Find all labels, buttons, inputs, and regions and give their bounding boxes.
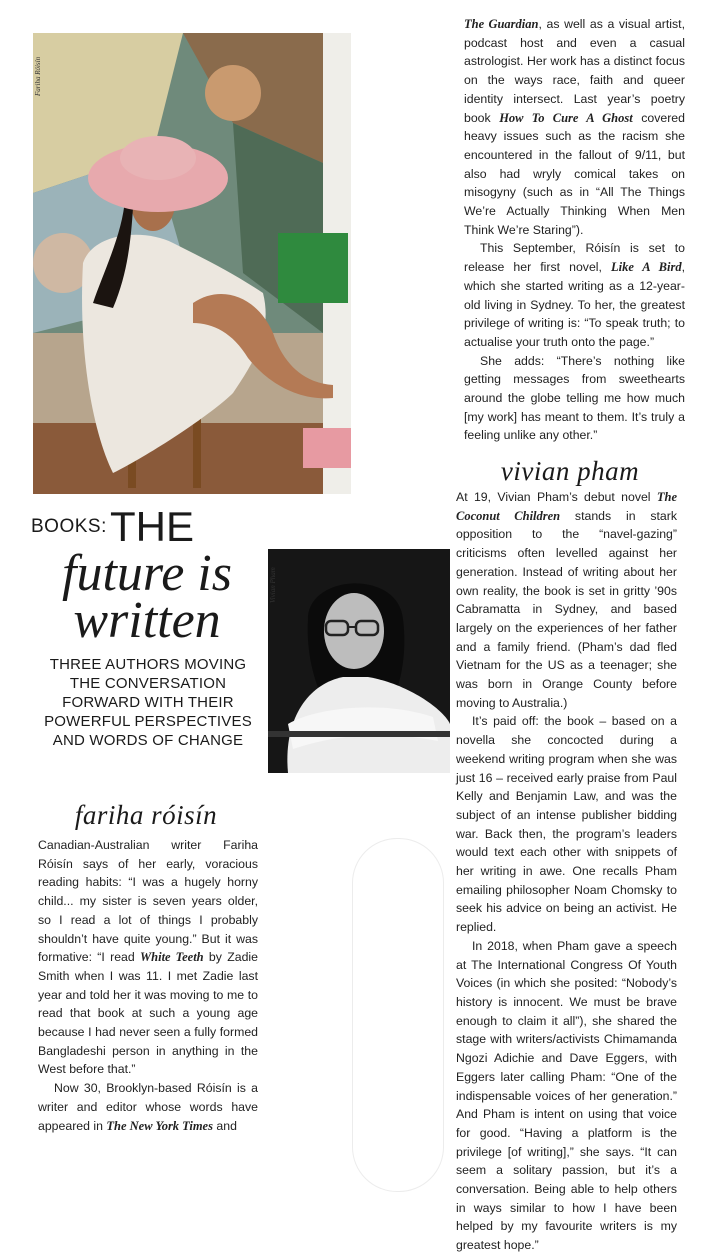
photo-credit-vivian: Vivian Pham [269, 567, 277, 603]
fariha-paragraph-2-cont: The Guardian, as well as a visual artist, podcast host and even a casual astrologist. Her work has a distinct focus on the ways race, faith and queer identity intersect. Last year’s poetry book How To Cure A Ghost covered heavy issues such as the racism she encountered in the fallout of 9/11, but also had wryly comical takes on misogyny (such as in “All The Things We’re Actually Thinking When Men Think We’re Staring”). [464, 17, 685, 237]
fariha-paragraph-1: Canadian-Australian writer Fariha Róisín says of her early, voracious reading habits: “I was a hugely horny child... my sister is seven years older, so I read a lot of things I probably shouldn’t have quite young.” But it was formative: “I read White Teeth by Zadie Smith when I was 11. I met Zadie last year and told her it was moving to me to read that book at such a young age because I had never seen a fully formed Bangladeshi person in anything in the West before that.” [38, 838, 258, 1077]
headline-the: THE [110, 503, 194, 550]
fariha-photo-illustration [33, 33, 351, 494]
vivian-paragraph-2: It’s paid off: the book – based on a novella she concocted during a weekend writing program when she was just 16 – received early praise from Paul Kelly and Benjamin Law, and was the subject of an intense publisher bidding war. Back then, the program’s leaders would text each other with snippets of her writing in awe. One recalls Pham emailing philosopher Noam Chomsky to seek his advice on being an activist. He replied. [456, 714, 677, 935]
vivian-photo-illustration [268, 549, 450, 773]
vivian-column [456, 488, 677, 1255]
headline-line-2: written [73, 592, 221, 649]
author-name-fariha: fariha róisín [74, 800, 218, 830]
fariha-paragraph-2-start: Now 30, Brooklyn-based Róisín is a writer and editor whose words have appeared in The New York Times and [38, 1081, 258, 1133]
fariha-paragraph-3: This September, Róisín is set to release her first novel, Like A Bird, which she started writing as a 12-year-old living in Sydney. To her, the greatest privilege of writing is: “To speak truth; to actualise your truth onto the page.” [464, 241, 685, 349]
author-name-vivian: vivian pham [500, 456, 640, 486]
vivian-paragraph-1: At 19, Vivian Pham’s debut novel The Coconut Children stands in stark opposition to the “navel-gazing” criticisms often levelled against her generation. Instead of writing about her own reality, the book is set in gritty ’90s Cabramatta in Sydney, and based largely on the experiences of her father and a family friend. (Pham’s dad fled Vietnam for the US as a teenager; she was born in Orange County before moving to Australia.) [456, 490, 677, 710]
fariha-column-left [38, 836, 258, 1135]
fariha-column-right [464, 15, 685, 445]
vivian-pham-photo [268, 549, 450, 773]
fariha-paragraph-4: She adds: “There’s nothing like getting messages from sweethearts around the globe telling me how much [my work] has meant to them. It’s truly a feeling unlike any other.” [464, 353, 685, 443]
fariha-roisin-photo [33, 33, 351, 494]
section-kicker: BOOKS: [31, 516, 107, 537]
vivian-paragraph-3: In 2018, when Pham gave a speech at The International Congress Of Youth Voices (in which she posited: “Nobody’s history is innocent. We must be brave enough to claim it all”), she shared the stage with writers/activists Chimamanda Ngozi Adichie and Dave Eggers, with Eggers later calling Pham: “One of the indispensable voices of her generation.” And Pham is intent on using that voice for good. “Having a platform is the privilege [of writing],” she says. “It can seem a solitary passion, but it’s a conversation. Being able to help others in ways similar to how I have been helped by my favourite writers is my greatest hope.” [456, 938, 677, 1253]
photo-credit-fariha: Fariha Róisín [34, 56, 42, 96]
decorative-outline [352, 838, 444, 1192]
headline-deck: THREE AUTHORS MOVING THE CONVERSATION FORWARD WITH THEIR POWERFUL PERSPECTIVES AND WORDS OF CHANGE [44, 656, 252, 749]
headline-line-1: future is [62, 545, 232, 602]
